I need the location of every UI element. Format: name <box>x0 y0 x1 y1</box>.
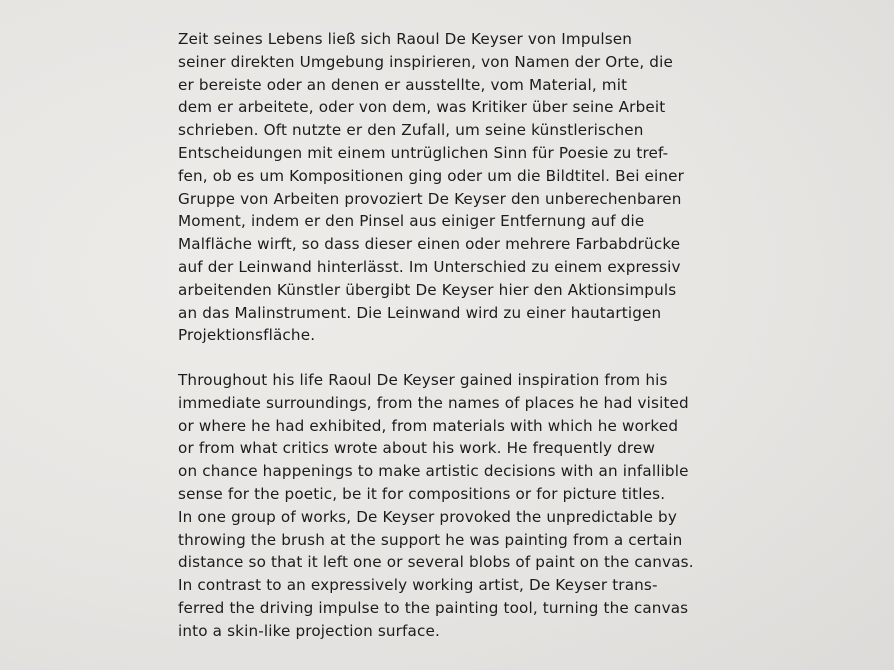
german-paragraph <box>178 28 684 347</box>
text-line: dem er arbeitete, oder von dem, was Kritiker über seine Arbeit <box>178 98 666 117</box>
text-line: arbeitenden Künstler übergibt De Keyser hier den Aktionsimpuls <box>178 280 677 299</box>
text-line: Entscheidungen mit einem untrüglichen Sinn für Poesie zu tref- <box>178 143 669 162</box>
text-line: Gruppe von Arbeiten provoziert De Keyser den unberechenbaren <box>178 189 682 208</box>
text-line: In contrast to an expressively working artist, De Keyser trans- <box>178 576 658 595</box>
text-line: Malfläche wirft, so dass dieser einen oder mehrere Farbabdrücke <box>178 235 681 254</box>
english-paragraph <box>178 369 694 643</box>
text-line: an das Malinstrument. Die Leinwand wird zu einer hautartigen <box>178 303 662 322</box>
text-line: fen, ob es um Kompositionen ging oder um die Bildtitel. Bei einer <box>178 166 685 185</box>
text-line: throwing the brush at the support he was painting from a certain <box>178 530 683 549</box>
text-line: distance so that it left one or several blobs of paint on the canvas. <box>178 553 694 572</box>
text-line: Zeit seines Lebens ließ sich Raoul De Keyser von Impulsen <box>178 30 633 48</box>
text-line: Throughout his life Raoul De Keyser gained inspiration from his <box>178 371 668 389</box>
text-line: into a skin-like projection surface. <box>178 621 440 640</box>
text-line: In one group of works, De Keyser provoked the unpredictable by <box>178 507 677 526</box>
text-line: ferred the driving impulse to the painting tool, turning the canvas <box>178 598 689 617</box>
text-line: sense for the poetic, be it for compositions or for picture titles. <box>178 484 666 503</box>
text-line: or where he had exhibited, from materials with which he worked <box>178 416 679 435</box>
text-line: on chance happenings to make artistic decisions with an infallible <box>178 462 689 481</box>
text-line: seiner direkten Umgebung inspirieren, von Namen der Orte, die <box>178 52 673 71</box>
text-line: immediate surroundings, from the names of places he had visited <box>178 393 689 412</box>
text-line: schrieben. Oft nutzte er den Zufall, um seine künstlerischen <box>178 121 644 140</box>
text-line: or from what critics wrote about his work. He frequently drew <box>178 439 656 458</box>
text-line: er bereiste oder an denen er ausstellte, vom Material, mit <box>178 75 628 94</box>
text-line: Moment, indem er den Pinsel aus einiger Entfernung auf die <box>178 212 645 231</box>
text-line: auf der Leinwand hinterlässt. Im Unterschied zu einem expressiv <box>178 257 681 276</box>
text-line: Projektionsfläche. <box>178 326 316 345</box>
